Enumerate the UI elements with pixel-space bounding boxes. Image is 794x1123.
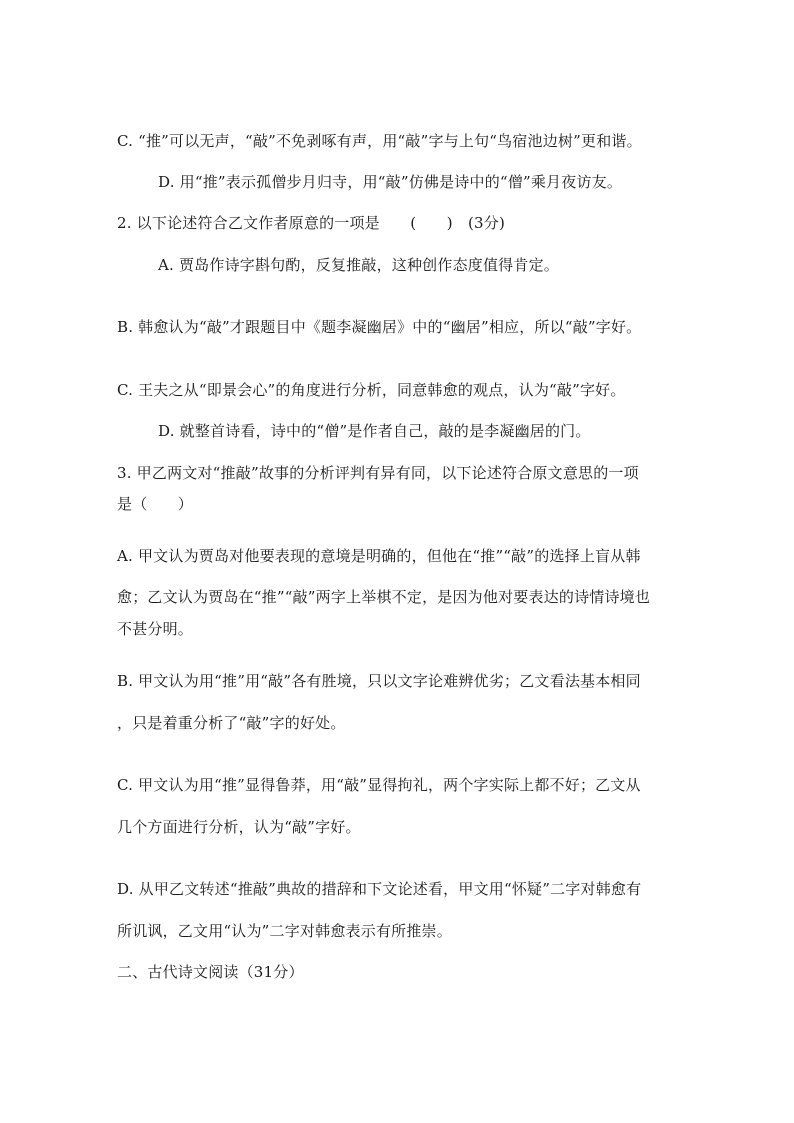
option-d-q1: D. 用“推”表示孤僧步月归寺，用“敲”仿佛是诗中的“僧”乘月夜访友。 xyxy=(158,173,623,191)
option-c-q1: C. “推”可以无声，“敲”不免剥啄有声，用“敲”字与上句“鸟宿池边树”更和谐。 xyxy=(117,132,642,150)
option-c-q3-line-2: 几个方面进行分析，认为“敲”字好。 xyxy=(117,818,361,836)
option-b-q2: B. 韩愈认为“敲”才跟题目中《题李凝幽居》中的“幽居”相应，所以“敲”字好。 xyxy=(117,318,642,336)
option-a-q3-line-3: 不甚分明。 xyxy=(117,620,194,638)
section-heading: 二、古代诗文阅读（31分） xyxy=(117,963,304,981)
option-d-q2: D. 就整首诗看，诗中的“僧”是作者自己，敲的是李凝幽居的门。 xyxy=(158,422,591,440)
option-c-q2: C. 王夫之从“即景会心”的角度进行分析，同意韩愈的观点，认为“敲”字好。 xyxy=(117,381,626,399)
option-d-q3-line-2: 所讥讽，乙文用“认为”二字对韩愈表示有所推崇。 xyxy=(117,922,452,940)
question-3-stem-continued: 是（ ） xyxy=(117,495,194,513)
question-3-stem: 3. 甲乙两文对“推敲”故事的分析评判有异有同，以下论述符合原文意思的一项 xyxy=(117,464,639,482)
option-a-q3-line-2: 愈；乙文认为贾岛在“推”“敲”两字上举棋不定，是因为他对要表达的诗情诗境也 xyxy=(117,588,651,606)
option-d-q3-line-1: D. 从甲乙文转述“推敲”典故的措辞和下文论述看，甲文用“怀疑”二字对韩愈有 xyxy=(117,880,642,898)
option-b-q3-line-2: ，只是着重分析了“敲”字的好处。 xyxy=(117,714,346,732)
option-c-q3-line-1: C. 甲文认为用“推”显得鲁莽，用“敲”显得拘礼，两个字实际上都不好；乙文从 xyxy=(117,776,641,794)
option-a-q2: A. 贾岛作诗字斟句酌，反复推敲，这种创作态度值得肯定。 xyxy=(158,256,559,274)
option-b-q3-line-1: B. 甲文认为用“推”用“敲”各有胜境，只以文字论难辨优劣；乙文看法基本相同 xyxy=(117,672,641,690)
question-2-stem: 2. 以下论述符合乙文作者原意的一项是 ( ) (3分) xyxy=(117,214,506,232)
option-a-q3-line-1: A. 甲文认为贾岛对他要表现的意境是明确的，但他在“推”“敲”的选择上盲从韩 xyxy=(117,547,641,565)
